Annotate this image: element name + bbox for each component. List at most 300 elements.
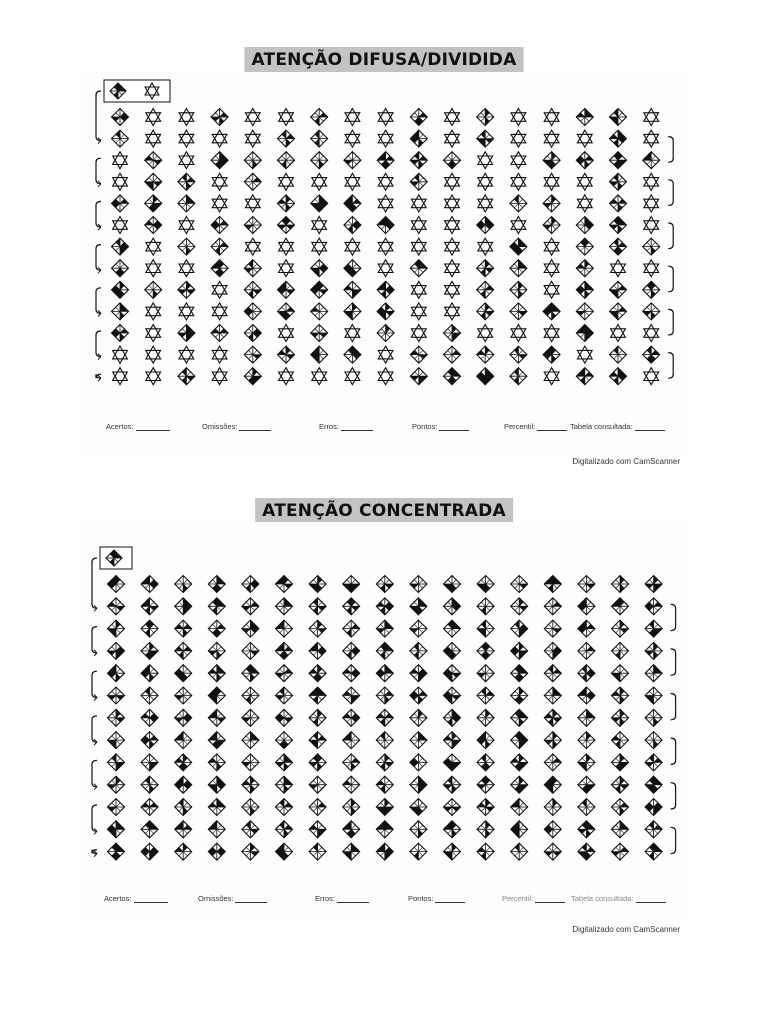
quartered-diamond-icon <box>578 665 595 682</box>
quartered-diamond-icon <box>309 709 326 726</box>
quartered-diamond-icon <box>610 368 627 385</box>
quartered-diamond-icon <box>376 709 393 726</box>
quartered-diamond-icon <box>410 665 427 682</box>
quartered-diamond-icon <box>444 843 461 860</box>
quartered-diamond-icon <box>511 620 528 637</box>
quartered-diamond-icon <box>578 576 595 593</box>
acertos-field[interactable] <box>104 894 168 903</box>
quartered-diamond-icon <box>141 732 158 749</box>
quartered-diamond-icon <box>511 665 528 682</box>
quartered-diamond-icon <box>211 260 228 277</box>
quartered-diamond-icon <box>544 754 561 771</box>
quartered-diamond-icon <box>311 152 328 169</box>
pontos-label: Pontos: <box>408 894 434 903</box>
quartered-diamond-icon <box>511 799 528 816</box>
quartered-diamond-icon <box>477 368 494 385</box>
row-bracket <box>92 627 97 653</box>
quartered-diamond-icon <box>242 642 259 659</box>
star-of-david-icon <box>378 368 393 385</box>
quartered-diamond-icon <box>612 821 629 838</box>
quartered-diamond-icon <box>211 325 228 342</box>
quartered-diamond-icon <box>544 642 561 659</box>
quartered-diamond-icon <box>309 576 326 593</box>
quartered-diamond-icon <box>311 325 328 342</box>
star-of-david-icon <box>544 260 559 277</box>
symbol-row <box>108 620 663 637</box>
quartered-diamond-icon <box>376 576 393 593</box>
symbol-row <box>112 281 660 298</box>
quartered-diamond-icon <box>242 843 259 860</box>
quartered-diamond-icon <box>276 776 293 793</box>
quartered-diamond-icon <box>276 665 293 682</box>
quartered-diamond-icon <box>610 152 627 169</box>
star-of-david-icon <box>179 152 194 169</box>
quartered-diamond-icon <box>178 238 195 255</box>
acertos-field[interactable] <box>106 422 170 431</box>
quartered-diamond-icon <box>343 642 360 659</box>
quartered-diamond-icon <box>276 709 293 726</box>
star-of-david-icon <box>345 238 360 255</box>
quartered-diamond-icon <box>645 665 662 682</box>
quartered-diamond-icon <box>208 754 225 771</box>
quartered-diamond-icon <box>343 732 360 749</box>
omissoes-label: Omissões: <box>198 894 234 903</box>
star-of-david-icon <box>445 281 460 298</box>
quartered-diamond-icon <box>211 217 228 234</box>
quartered-diamond-icon <box>410 709 427 726</box>
quartered-diamond-icon <box>376 598 393 615</box>
star-of-david-icon <box>478 152 493 169</box>
quartered-diamond-icon <box>211 152 228 169</box>
star-of-david-icon <box>279 260 294 277</box>
quartered-diamond-icon <box>444 152 461 169</box>
quartered-diamond-icon <box>410 576 427 593</box>
model-symbols-box <box>100 547 132 569</box>
quartered-diamond-icon <box>309 620 326 637</box>
quartered-diamond-icon <box>278 303 295 320</box>
quartered-diamond-icon <box>645 687 662 704</box>
quartered-diamond-icon <box>108 598 125 615</box>
quartered-diamond-icon <box>510 260 527 277</box>
row-bracket <box>668 353 673 379</box>
quartered-diamond-icon <box>410 620 427 637</box>
quartered-diamond-icon <box>510 303 527 320</box>
symbol-row <box>112 260 659 277</box>
quartered-diamond-icon <box>477 576 494 593</box>
tabela-label: Tabela consultada: <box>570 422 633 431</box>
symbol-row <box>113 152 660 169</box>
row-bracket <box>92 558 97 608</box>
symbol-row <box>108 843 663 860</box>
quartered-diamond-icon <box>376 665 393 682</box>
quartered-diamond-icon <box>578 821 595 838</box>
quartered-diamond-icon <box>444 754 461 771</box>
quartered-diamond-icon <box>309 754 326 771</box>
star-of-david-icon <box>146 303 161 320</box>
symbol-row <box>108 799 663 816</box>
quartered-diamond-icon <box>578 843 595 860</box>
quartered-diamond-icon <box>108 754 125 771</box>
star-of-david-icon <box>511 217 526 234</box>
erros-field[interactable] <box>315 894 369 903</box>
quartered-diamond-icon <box>309 732 326 749</box>
quartered-diamond-icon <box>178 173 195 190</box>
quartered-diamond-icon <box>612 843 629 860</box>
quartered-diamond-icon <box>276 598 293 615</box>
quartered-diamond-icon <box>108 776 125 793</box>
star-of-david-icon <box>577 130 592 147</box>
quartered-diamond-icon <box>108 821 125 838</box>
quartered-diamond-icon <box>208 843 225 860</box>
quartered-diamond-icon <box>612 776 629 793</box>
quartered-diamond-icon <box>377 325 394 342</box>
quartered-diamond-icon <box>242 709 259 726</box>
star-of-david-icon <box>577 195 592 212</box>
quartered-diamond-icon <box>108 687 125 704</box>
quartered-diamond-icon <box>242 598 259 615</box>
star-of-david-icon <box>411 325 426 342</box>
model-symbols-box <box>104 80 170 102</box>
quartered-diamond-icon <box>544 598 561 615</box>
star-of-david-icon <box>146 238 161 255</box>
star-of-david-icon <box>445 195 460 212</box>
quartered-diamond-icon <box>175 799 192 816</box>
quartered-diamond-icon <box>145 152 162 169</box>
quartered-diamond-icon <box>244 281 261 298</box>
omissoes-field[interactable] <box>202 422 271 431</box>
quartered-diamond-icon <box>477 346 494 363</box>
quartered-diamond-icon <box>576 325 593 342</box>
quartered-diamond-icon <box>244 303 261 320</box>
quartered-diamond-icon <box>112 195 129 212</box>
row-bracket <box>668 309 673 335</box>
quartered-diamond-icon <box>477 217 494 234</box>
quartered-diamond-icon <box>544 665 561 682</box>
star-of-david-icon <box>644 260 659 277</box>
star-of-david-icon <box>245 238 260 255</box>
quartered-diamond-icon <box>444 687 461 704</box>
quartered-diamond-icon <box>175 732 192 749</box>
quartered-diamond-icon <box>544 799 561 816</box>
quartered-diamond-icon <box>108 620 125 637</box>
percentil-field[interactable] <box>502 894 565 903</box>
quartered-diamond-icon <box>511 776 528 793</box>
quartered-diamond-icon <box>410 109 427 126</box>
quartered-diamond-icon <box>208 687 225 704</box>
quartered-diamond-icon <box>543 152 560 169</box>
star-of-david-icon <box>113 152 128 169</box>
quartered-diamond-icon <box>645 754 662 771</box>
star-of-david-icon <box>146 109 161 126</box>
quartered-diamond-icon <box>141 687 158 704</box>
quartered-diamond-icon <box>108 576 125 593</box>
quartered-diamond-icon <box>175 598 192 615</box>
section-title-concentrada: ATENÇÃO CONCENTRADA <box>255 498 513 524</box>
quartered-diamond-icon <box>578 799 595 816</box>
quartered-diamond-icon <box>112 281 129 298</box>
quartered-diamond-icon <box>141 709 158 726</box>
row-bracket <box>671 649 676 675</box>
quartered-diamond-icon <box>343 821 360 838</box>
quartered-diamond-icon <box>510 238 527 255</box>
quartered-diamond-icon <box>511 843 528 860</box>
quartered-diamond-icon <box>309 642 326 659</box>
quartered-diamond-icon <box>645 776 662 793</box>
scanner-credit: Digitalizado com CamScanner <box>572 457 680 466</box>
quartered-diamond-icon <box>578 709 595 726</box>
quartered-diamond-icon <box>377 217 394 234</box>
quartered-diamond-icon <box>511 709 528 726</box>
row-bracket <box>92 805 97 831</box>
section-title-difusa: ATENÇÃO DIFUSA/DIVIDIDA <box>245 47 524 73</box>
star-of-david-icon <box>445 303 460 320</box>
star-of-david-icon <box>644 195 659 212</box>
star-of-david-icon <box>113 346 128 363</box>
star-of-david-icon <box>378 260 393 277</box>
quartered-diamond-icon <box>511 576 528 593</box>
quartered-diamond-icon <box>645 642 662 659</box>
quartered-diamond-icon <box>208 821 225 838</box>
quartered-diamond-icon <box>578 732 595 749</box>
pontos-field[interactable] <box>412 422 469 431</box>
quartered-diamond-icon <box>141 620 158 637</box>
star-of-david-icon <box>511 130 526 147</box>
star-of-david-icon <box>478 173 493 190</box>
star-of-david-icon <box>179 217 194 234</box>
star-of-david-icon <box>478 325 493 342</box>
quartered-diamond-icon <box>309 598 326 615</box>
star-of-david-icon <box>511 152 526 169</box>
star-of-david-icon <box>411 238 426 255</box>
quartered-diamond-icon <box>141 776 158 793</box>
quartered-diamond-icon <box>643 238 660 255</box>
quartered-diamond-icon <box>244 217 261 234</box>
quartered-diamond-icon <box>477 620 494 637</box>
quartered-diamond-icon <box>477 281 494 298</box>
quartered-diamond-icon <box>145 217 162 234</box>
star-of-david-icon <box>345 325 360 342</box>
quartered-diamond-icon <box>343 776 360 793</box>
quartered-diamond-icon <box>278 195 295 212</box>
star-of-david-icon <box>411 281 426 298</box>
quartered-diamond-icon <box>477 665 494 682</box>
quartered-diamond-icon <box>645 620 662 637</box>
star-of-david-icon <box>279 109 294 126</box>
star-of-david-icon <box>245 130 260 147</box>
quartered-diamond-icon <box>311 281 328 298</box>
quartered-diamond-icon <box>376 642 393 659</box>
quartered-diamond-icon <box>276 754 293 771</box>
row-bracket <box>96 245 101 271</box>
quartered-diamond-icon <box>477 642 494 659</box>
star-of-david-icon <box>113 368 128 385</box>
star-of-david-icon <box>179 109 194 126</box>
quartered-diamond-icon <box>376 732 393 749</box>
star-of-david-icon <box>378 130 393 147</box>
quartered-diamond-icon <box>278 281 295 298</box>
symbol-row <box>112 238 660 255</box>
row-bracket <box>671 783 676 809</box>
quartered-diamond-icon <box>643 281 660 298</box>
quartered-diamond-icon <box>544 709 561 726</box>
quartered-diamond-icon <box>410 598 427 615</box>
quartered-diamond-icon <box>610 238 627 255</box>
quartered-diamond-icon <box>410 130 427 147</box>
quartered-diamond-icon <box>477 598 494 615</box>
tabela-label: Tabela consultada: <box>571 894 634 903</box>
symbol-row <box>112 195 659 212</box>
quartered-diamond-icon <box>108 799 125 816</box>
quartered-diamond-icon <box>511 687 528 704</box>
quartered-diamond-icon <box>610 303 627 320</box>
quartered-diamond-icon <box>410 152 427 169</box>
quartered-diamond-icon <box>175 620 192 637</box>
pontos-field[interactable] <box>408 894 465 903</box>
quartered-diamond-icon <box>276 620 293 637</box>
quartered-diamond-icon <box>477 687 494 704</box>
quartered-diamond-icon <box>178 325 195 342</box>
quartered-diamond-icon <box>343 687 360 704</box>
quartered-diamond-icon <box>612 620 629 637</box>
quartered-diamond-icon <box>278 217 295 234</box>
quartered-diamond-icon <box>645 799 662 816</box>
quartered-diamond-icon <box>343 754 360 771</box>
star-of-david-icon <box>212 346 227 363</box>
percentil-field[interactable] <box>504 422 567 431</box>
quartered-diamond-icon <box>244 152 261 169</box>
quartered-diamond-icon <box>311 130 328 147</box>
quartered-diamond-icon <box>178 281 195 298</box>
symbol-grid-difusa <box>78 72 690 417</box>
star-of-david-icon <box>312 238 327 255</box>
quartered-diamond-icon <box>444 709 461 726</box>
star-of-david-icon <box>544 130 559 147</box>
star-of-david-icon <box>345 130 360 147</box>
star-of-david-icon <box>378 195 393 212</box>
quartered-diamond-icon <box>477 821 494 838</box>
symbol-row <box>113 217 659 234</box>
quartered-diamond-icon <box>377 152 394 169</box>
star-of-david-icon <box>544 281 559 298</box>
quartered-diamond-icon <box>311 346 328 363</box>
quartered-diamond-icon <box>444 732 461 749</box>
quartered-diamond-icon <box>311 303 328 320</box>
quartered-diamond-icon <box>141 754 158 771</box>
quartered-diamond-icon <box>444 346 461 363</box>
quartered-diamond-icon <box>543 303 560 320</box>
quartered-diamond-icon <box>311 195 328 212</box>
quartered-diamond-icon <box>477 732 494 749</box>
quartered-diamond-icon <box>175 776 192 793</box>
quartered-diamond-icon <box>511 732 528 749</box>
omissoes-field[interactable] <box>198 894 267 903</box>
quartered-diamond-icon <box>612 754 629 771</box>
star-of-david-icon <box>544 368 559 385</box>
quartered-diamond-icon <box>544 576 561 593</box>
quartered-diamond-icon <box>543 195 560 212</box>
quartered-diamond-icon <box>544 821 561 838</box>
quartered-diamond-icon <box>612 732 629 749</box>
quartered-diamond-icon <box>376 754 393 771</box>
star-of-david-icon <box>179 346 194 363</box>
quartered-diamond-icon <box>175 642 192 659</box>
row-bracket <box>92 760 97 786</box>
quartered-diamond-icon <box>645 843 662 860</box>
star-of-david-icon <box>511 173 526 190</box>
quartered-diamond-icon <box>276 576 293 593</box>
star-of-david-icon <box>146 130 161 147</box>
star-of-david-icon <box>445 130 460 147</box>
quartered-diamond-icon <box>112 238 129 255</box>
star-of-david-icon <box>544 238 559 255</box>
quartered-diamond-icon <box>108 709 125 726</box>
erros-field[interactable] <box>319 422 373 431</box>
tabela-field[interactable] <box>570 422 665 431</box>
quartered-diamond-icon <box>343 799 360 816</box>
quartered-diamond-icon <box>612 598 629 615</box>
quartered-diamond-icon <box>309 776 326 793</box>
symbol-row <box>112 109 659 126</box>
quartered-diamond-icon <box>242 754 259 771</box>
row-bracket <box>671 694 676 720</box>
quartered-diamond-icon <box>612 665 629 682</box>
quartered-diamond-icon <box>543 346 560 363</box>
quartered-diamond-icon <box>444 665 461 682</box>
star-of-david-icon <box>611 260 626 277</box>
quartered-diamond-icon <box>543 217 560 234</box>
quartered-diamond-icon <box>344 346 361 363</box>
quartered-diamond-icon <box>544 843 561 860</box>
tabela-field[interactable] <box>571 894 666 903</box>
quartered-diamond-icon <box>343 576 360 593</box>
quartered-diamond-icon <box>610 346 627 363</box>
star-of-david-icon <box>378 346 393 363</box>
scanner-credit: Digitalizado com CamScanner <box>572 925 680 934</box>
row-bracket <box>668 180 673 206</box>
quartered-diamond-icon <box>141 843 158 860</box>
star-of-david-icon <box>644 130 659 147</box>
symbol-row <box>108 576 663 593</box>
quartered-diamond-icon <box>112 260 129 277</box>
quartered-diamond-icon <box>410 173 427 190</box>
quartered-diamond-icon <box>576 368 593 385</box>
symbol-row <box>113 173 659 190</box>
percentil-label: Percentil: <box>502 894 534 903</box>
symbol-row <box>108 732 663 749</box>
star-of-david-icon <box>445 109 460 126</box>
quartered-diamond-icon <box>578 687 595 704</box>
quartered-diamond-icon <box>108 843 125 860</box>
star-of-david-icon <box>378 238 393 255</box>
quartered-diamond-icon <box>645 598 662 615</box>
quartered-diamond-icon <box>444 368 461 385</box>
quartered-diamond-icon <box>309 843 326 860</box>
star-of-david-icon <box>245 109 260 126</box>
star-of-david-icon <box>279 238 294 255</box>
quartered-diamond-icon <box>175 821 192 838</box>
quartered-diamond-icon <box>242 799 259 816</box>
quartered-diamond-icon <box>444 576 461 593</box>
star-of-david-icon <box>411 195 426 212</box>
star-of-david-icon <box>544 325 559 342</box>
quartered-diamond-icon <box>141 821 158 838</box>
symbol-row <box>113 346 660 363</box>
quartered-diamond-icon <box>610 130 627 147</box>
quartered-diamond-icon <box>178 368 195 385</box>
quartered-diamond-icon <box>242 776 259 793</box>
quartered-diamond-icon <box>208 620 225 637</box>
quartered-diamond-icon <box>141 598 158 615</box>
